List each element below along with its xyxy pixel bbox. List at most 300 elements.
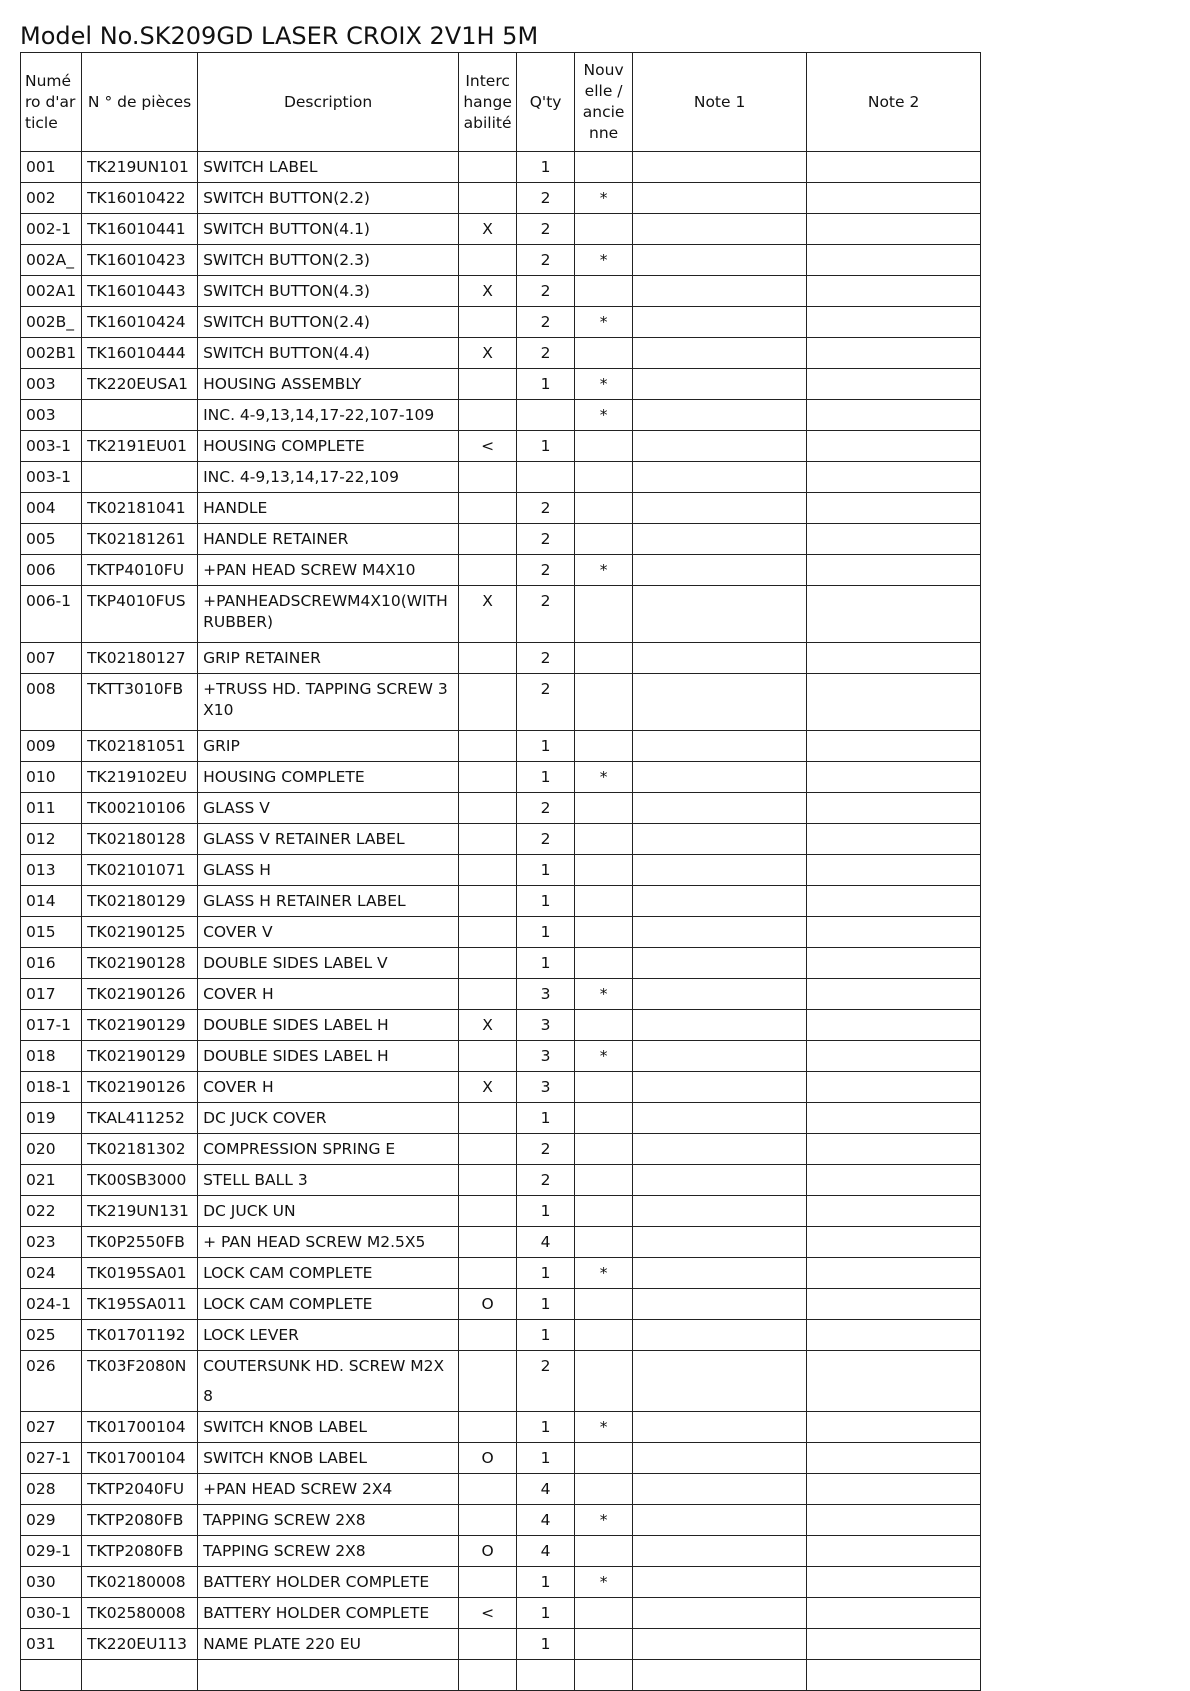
cell-interchangeability <box>459 979 517 1010</box>
cell-note-2 <box>807 431 981 462</box>
cell-note-1 <box>633 1351 807 1412</box>
table-row <box>21 524 981 555</box>
cell-note-2 <box>807 214 981 245</box>
cell-description: +PAN HEAD SCREW 2X4 <box>198 1474 459 1505</box>
table-row <box>21 462 981 493</box>
cell-description: HOUSING COMPLETE <box>198 431 459 462</box>
cell-new-old <box>575 1474 633 1505</box>
cell-item-number: 029 <box>21 1505 82 1536</box>
cell-interchangeability <box>459 400 517 431</box>
cell-interchangeability <box>459 1412 517 1443</box>
cell-item-number: 010 <box>21 762 82 793</box>
cell-note-2 <box>807 1227 981 1258</box>
cell-note-2 <box>807 338 981 369</box>
cell-item-number: 003 <box>21 400 82 431</box>
cell-description: SWITCH BUTTON(4.3) <box>198 276 459 307</box>
cell-note-2 <box>807 917 981 948</box>
cell-note-1 <box>633 1258 807 1289</box>
cell-part-number: TK02181261 <box>82 524 198 555</box>
cell-part-number: TK02180127 <box>82 643 198 674</box>
cell-new-old <box>575 1196 633 1227</box>
cell-note-2 <box>807 400 981 431</box>
cell-new-old: * <box>575 1041 633 1072</box>
cell-new-old <box>575 524 633 555</box>
table-row <box>21 1103 981 1134</box>
cell-note-1 <box>633 338 807 369</box>
cell-description: BATTERY HOLDER COMPLETE <box>198 1598 459 1629</box>
cell-description: +TRUSS HD. TAPPING SCREW 3X10 <box>198 674 459 731</box>
cell-item-number: 006-1 <box>21 586 82 643</box>
cell-interchangeability <box>459 493 517 524</box>
cell-part-number: TK16010443 <box>82 276 198 307</box>
cell-part-number <box>82 462 198 493</box>
cell-part-number: TK2191EU01 <box>82 431 198 462</box>
cell-note-1 <box>633 1196 807 1227</box>
table-row <box>21 369 981 400</box>
cell-interchangeability <box>459 369 517 400</box>
cell-new-old: * <box>575 400 633 431</box>
cell-item-number: 002 <box>21 183 82 214</box>
cell-description: GLASS V RETAINER LABEL <box>198 824 459 855</box>
cell-description: + PAN HEAD SCREW M2.5X5 <box>198 1227 459 1258</box>
cell-note-1 <box>633 824 807 855</box>
table-row <box>21 793 981 824</box>
cell-note-2 <box>807 586 981 643</box>
cell-note-2 <box>807 369 981 400</box>
cell-interchangeability <box>459 824 517 855</box>
cell-quantity: 1 <box>517 1412 575 1443</box>
col-header-interchangeability: Interchangeabilité <box>459 53 517 152</box>
cell-new-old <box>575 1598 633 1629</box>
cell-item-number: 009 <box>21 731 82 762</box>
cell-interchangeability <box>459 183 517 214</box>
cell-note-1 <box>633 307 807 338</box>
cell-note-1 <box>633 886 807 917</box>
cell-part-number: TK01701192 <box>82 1320 198 1351</box>
col-header-new-old: Nouvelle / ancienne <box>575 53 633 152</box>
cell-note-1 <box>633 431 807 462</box>
cell-new-old <box>575 431 633 462</box>
cell-new-old: * <box>575 1505 633 1536</box>
cell-interchangeability: X <box>459 214 517 245</box>
cell-part-number: TK02190126 <box>82 979 198 1010</box>
cell-new-old: * <box>575 307 633 338</box>
cell-interchangeability <box>459 1196 517 1227</box>
cell-interchangeability <box>459 152 517 183</box>
cell-note-2 <box>807 1536 981 1567</box>
table-row <box>21 586 981 643</box>
cell-interchangeability: < <box>459 1598 517 1629</box>
cell-new-old <box>575 276 633 307</box>
cell-item-number: 020 <box>21 1134 82 1165</box>
cell-new-old <box>575 1320 633 1351</box>
cell-note-1 <box>633 214 807 245</box>
cell-quantity: 1 <box>517 731 575 762</box>
cell-new-old <box>575 1103 633 1134</box>
cell-quantity: 1 <box>517 1196 575 1227</box>
cell-interchangeability <box>459 1227 517 1258</box>
table-row <box>21 431 981 462</box>
cell-description: SWITCH LABEL <box>198 152 459 183</box>
cell-description: LOCK CAM COMPLETE <box>198 1258 459 1289</box>
cell-item-number: 002B1 <box>21 338 82 369</box>
cell-note-2 <box>807 1629 981 1660</box>
cell-item-number: 008 <box>21 674 82 731</box>
cell-note-1 <box>633 245 807 276</box>
cell-note-1 <box>633 762 807 793</box>
cell-interchangeability <box>459 1660 517 1691</box>
cell-quantity: 2 <box>517 1134 575 1165</box>
cell-item-number: 006 <box>21 555 82 586</box>
cell-quantity: 1 <box>517 1289 575 1320</box>
cell-note-1 <box>633 917 807 948</box>
cell-note-2 <box>807 152 981 183</box>
cell-part-number: TK16010423 <box>82 245 198 276</box>
cell-new-old <box>575 674 633 731</box>
cell-note-2 <box>807 462 981 493</box>
cell-note-1 <box>633 400 807 431</box>
cell-interchangeability <box>459 1567 517 1598</box>
cell-description: SWITCH BUTTON(2.4) <box>198 307 459 338</box>
cell-new-old: * <box>575 979 633 1010</box>
cell-item-number: 018-1 <box>21 1072 82 1103</box>
cell-quantity: 2 <box>517 338 575 369</box>
cell-item-number: 026 <box>21 1351 82 1412</box>
cell-quantity: 2 <box>517 276 575 307</box>
cell-item-number: 022 <box>21 1196 82 1227</box>
cell-note-2 <box>807 1351 981 1412</box>
table-row <box>21 674 981 731</box>
table-row <box>21 276 981 307</box>
cell-quantity: 1 <box>517 1258 575 1289</box>
cell-part-number: TK16010424 <box>82 307 198 338</box>
table-row <box>21 245 981 276</box>
cell-interchangeability <box>459 643 517 674</box>
cell-item-number: 030-1 <box>21 1598 82 1629</box>
cell-new-old <box>575 917 633 948</box>
cell-description: COVER V <box>198 917 459 948</box>
cell-new-old <box>575 493 633 524</box>
table-row <box>21 979 981 1010</box>
cell-note-1 <box>633 1598 807 1629</box>
cell-item-number: 023 <box>21 1227 82 1258</box>
cell-quantity: 2 <box>517 245 575 276</box>
cell-interchangeability: O <box>459 1289 517 1320</box>
cell-note-2 <box>807 855 981 886</box>
table-row <box>21 555 981 586</box>
cell-part-number: TK220EUSA1 <box>82 369 198 400</box>
cell-interchangeability: X <box>459 338 517 369</box>
cell-interchangeability: X <box>459 276 517 307</box>
cell-new-old <box>575 855 633 886</box>
cell-quantity: 1 <box>517 152 575 183</box>
cell-note-2 <box>807 1660 981 1691</box>
col-header-note-1: Note 1 <box>633 53 807 152</box>
cell-note-2 <box>807 1443 981 1474</box>
cell-new-old <box>575 1072 633 1103</box>
cell-part-number: TK16010441 <box>82 214 198 245</box>
cell-new-old <box>575 1351 633 1412</box>
cell-quantity: 2 <box>517 1351 575 1412</box>
cell-note-1 <box>633 1041 807 1072</box>
cell-new-old <box>575 1629 633 1660</box>
cell-quantity: 2 <box>517 586 575 643</box>
table-row <box>21 1412 981 1443</box>
cell-item-number: 002-1 <box>21 214 82 245</box>
cell-quantity: 2 <box>517 1165 575 1196</box>
table-row <box>21 731 981 762</box>
cell-new-old <box>575 824 633 855</box>
cell-quantity: 2 <box>517 643 575 674</box>
cell-note-1 <box>633 524 807 555</box>
table-row <box>21 1567 981 1598</box>
cell-interchangeability: X <box>459 586 517 643</box>
cell-description: COVER H <box>198 1072 459 1103</box>
table-row <box>21 493 981 524</box>
cell-note-1 <box>633 586 807 643</box>
cell-note-1 <box>633 643 807 674</box>
cell-quantity: 1 <box>517 1443 575 1474</box>
cell-note-2 <box>807 1165 981 1196</box>
table-row <box>21 1010 981 1041</box>
table-row <box>21 1165 981 1196</box>
cell-note-1 <box>633 1072 807 1103</box>
table-row <box>21 824 981 855</box>
cell-quantity: 1 <box>517 855 575 886</box>
cell-note-1 <box>633 369 807 400</box>
cell-description: DOUBLE SIDES LABEL H <box>198 1041 459 1072</box>
cell-description: DOUBLE SIDES LABEL V <box>198 948 459 979</box>
cell-item-number: 028 <box>21 1474 82 1505</box>
table-row <box>21 1134 981 1165</box>
cell-description: LOCK CAM COMPLETE <box>198 1289 459 1320</box>
cell-item-number: 030 <box>21 1567 82 1598</box>
cell-interchangeability <box>459 1134 517 1165</box>
cell-interchangeability: O <box>459 1536 517 1567</box>
cell-part-number <box>82 400 198 431</box>
cell-note-2 <box>807 824 981 855</box>
cell-new-old <box>575 886 633 917</box>
cell-note-1 <box>633 1227 807 1258</box>
cell-description: INC. 4-9,13,14,17-22,109 <box>198 462 459 493</box>
cell-interchangeability <box>459 1258 517 1289</box>
cell-part-number: TKP4010FUS <box>82 586 198 643</box>
cell-note-2 <box>807 1320 981 1351</box>
cell-interchangeability <box>459 1505 517 1536</box>
cell-new-old: * <box>575 369 633 400</box>
cell-part-number: TK02181051 <box>82 731 198 762</box>
cell-note-1 <box>633 493 807 524</box>
cell-note-2 <box>807 1196 981 1227</box>
cell-part-number: TKTT3010FB <box>82 674 198 731</box>
table-row <box>21 762 981 793</box>
cell-note-1 <box>633 855 807 886</box>
cell-part-number: TK16010444 <box>82 338 198 369</box>
cell-note-1 <box>633 948 807 979</box>
cell-item-number: 017 <box>21 979 82 1010</box>
cell-part-number: TK02580008 <box>82 1598 198 1629</box>
cell-note-2 <box>807 886 981 917</box>
cell-item-number: 003-1 <box>21 431 82 462</box>
table-row <box>21 183 981 214</box>
cell-part-number: TK00SB3000 <box>82 1165 198 1196</box>
cell-quantity: 1 <box>517 431 575 462</box>
cell-interchangeability: X <box>459 1010 517 1041</box>
cell-interchangeability <box>459 855 517 886</box>
cell-part-number: TK01700104 <box>82 1443 198 1474</box>
cell-part-number: TK219UN101 <box>82 152 198 183</box>
cell-interchangeability <box>459 245 517 276</box>
cell-part-number: TK0P2550FB <box>82 1227 198 1258</box>
table-row <box>21 1072 981 1103</box>
cell-item-number: 024 <box>21 1258 82 1289</box>
cell-part-number: TK01700104 <box>82 1412 198 1443</box>
cell-interchangeability <box>459 762 517 793</box>
cell-quantity: 3 <box>517 1010 575 1041</box>
cell-item-number: 013 <box>21 855 82 886</box>
cell-interchangeability <box>459 1041 517 1072</box>
cell-note-1 <box>633 674 807 731</box>
cell-new-old <box>575 793 633 824</box>
cell-part-number: TKAL411252 <box>82 1103 198 1134</box>
cell-new-old <box>575 462 633 493</box>
header-row <box>21 53 981 152</box>
cell-note-1 <box>633 1505 807 1536</box>
cell-part-number: TK219102EU <box>82 762 198 793</box>
cell-new-old <box>575 1134 633 1165</box>
cell-note-1 <box>633 1412 807 1443</box>
cell-quantity <box>517 400 575 431</box>
cell-description: SWITCH KNOB LABEL <box>198 1412 459 1443</box>
cell-new-old <box>575 1443 633 1474</box>
cell-new-old: * <box>575 762 633 793</box>
cell-interchangeability <box>459 1165 517 1196</box>
cell-note-1 <box>633 276 807 307</box>
cell-quantity: 2 <box>517 524 575 555</box>
cell-part-number: TK02190125 <box>82 917 198 948</box>
cell-note-2 <box>807 245 981 276</box>
table-row <box>21 1351 981 1412</box>
cell-note-1 <box>633 555 807 586</box>
cell-interchangeability <box>459 307 517 338</box>
cell-note-2 <box>807 674 981 731</box>
table-row <box>21 1041 981 1072</box>
cell-interchangeability <box>459 793 517 824</box>
cell-note-1 <box>633 1629 807 1660</box>
cell-description: GLASS V <box>198 793 459 824</box>
cell-quantity: 2 <box>517 674 575 731</box>
parts-table-body <box>21 152 981 1691</box>
parts-table <box>20 52 981 1691</box>
cell-part-number: TKTP2080FB <box>82 1536 198 1567</box>
cell-new-old <box>575 152 633 183</box>
cell-item-number: 019 <box>21 1103 82 1134</box>
cell-note-2 <box>807 1567 981 1598</box>
cell-part-number <box>82 1660 198 1691</box>
cell-item-number: 012 <box>21 824 82 855</box>
cell-item-number: 014 <box>21 886 82 917</box>
cell-item-number: 005 <box>21 524 82 555</box>
cell-note-1 <box>633 152 807 183</box>
cell-description: SWITCH BUTTON(4.1) <box>198 214 459 245</box>
cell-new-old <box>575 214 633 245</box>
cell-new-old <box>575 1289 633 1320</box>
cell-interchangeability: < <box>459 431 517 462</box>
cell-item-number: 011 <box>21 793 82 824</box>
cell-note-1 <box>633 1536 807 1567</box>
cell-description: COUTERSUNK HD. SCREW M2X8 <box>198 1351 459 1412</box>
cell-part-number: TK220EU113 <box>82 1629 198 1660</box>
cell-quantity: 4 <box>517 1536 575 1567</box>
table-row <box>21 1660 981 1691</box>
col-header-note-2: Note 2 <box>807 53 981 152</box>
cell-item-number: 025 <box>21 1320 82 1351</box>
table-row <box>21 1598 981 1629</box>
table-row <box>21 643 981 674</box>
cell-note-2 <box>807 643 981 674</box>
cell-interchangeability <box>459 731 517 762</box>
cell-note-2 <box>807 1041 981 1072</box>
cell-description: TAPPING SCREW 2X8 <box>198 1536 459 1567</box>
cell-interchangeability <box>459 1351 517 1412</box>
cell-description: GRIP RETAINER <box>198 643 459 674</box>
cell-item-number <box>21 1660 82 1691</box>
cell-new-old: * <box>575 245 633 276</box>
cell-note-1 <box>633 1320 807 1351</box>
cell-part-number: TKTP4010FU <box>82 555 198 586</box>
cell-description <box>198 1660 459 1691</box>
cell-quantity: 1 <box>517 886 575 917</box>
cell-note-2 <box>807 1258 981 1289</box>
cell-new-old <box>575 338 633 369</box>
table-row <box>21 214 981 245</box>
cell-part-number: TK02181041 <box>82 493 198 524</box>
table-row <box>21 1629 981 1660</box>
cell-part-number: TKTP2080FB <box>82 1505 198 1536</box>
cell-interchangeability <box>459 462 517 493</box>
cell-description: INC. 4-9,13,14,17-22,107-109 <box>198 400 459 431</box>
cell-description: DC JUCK COVER <box>198 1103 459 1134</box>
cell-interchangeability <box>459 674 517 731</box>
cell-quantity: 2 <box>517 824 575 855</box>
cell-quantity: 2 <box>517 307 575 338</box>
cell-part-number: TK02180008 <box>82 1567 198 1598</box>
table-row <box>21 1443 981 1474</box>
cell-note-2 <box>807 276 981 307</box>
cell-new-old <box>575 731 633 762</box>
cell-note-2 <box>807 1072 981 1103</box>
cell-new-old <box>575 643 633 674</box>
cell-part-number: TK195SA011 <box>82 1289 198 1320</box>
cell-description: NAME PLATE 220 EU <box>198 1629 459 1660</box>
col-header-quantity: Q'ty <box>517 53 575 152</box>
cell-quantity: 1 <box>517 1103 575 1134</box>
cell-quantity <box>517 462 575 493</box>
cell-quantity: 1 <box>517 1320 575 1351</box>
cell-quantity: 3 <box>517 1041 575 1072</box>
cell-part-number: TK0195SA01 <box>82 1258 198 1289</box>
cell-item-number: 003 <box>21 369 82 400</box>
cell-note-2 <box>807 555 981 586</box>
table-row <box>21 1196 981 1227</box>
cell-note-2 <box>807 1505 981 1536</box>
cell-interchangeability <box>459 1474 517 1505</box>
cell-part-number: TK02181302 <box>82 1134 198 1165</box>
cell-interchangeability <box>459 917 517 948</box>
cell-new-old <box>575 1536 633 1567</box>
table-row <box>21 1227 981 1258</box>
cell-part-number: TK03F2080N <box>82 1351 198 1412</box>
